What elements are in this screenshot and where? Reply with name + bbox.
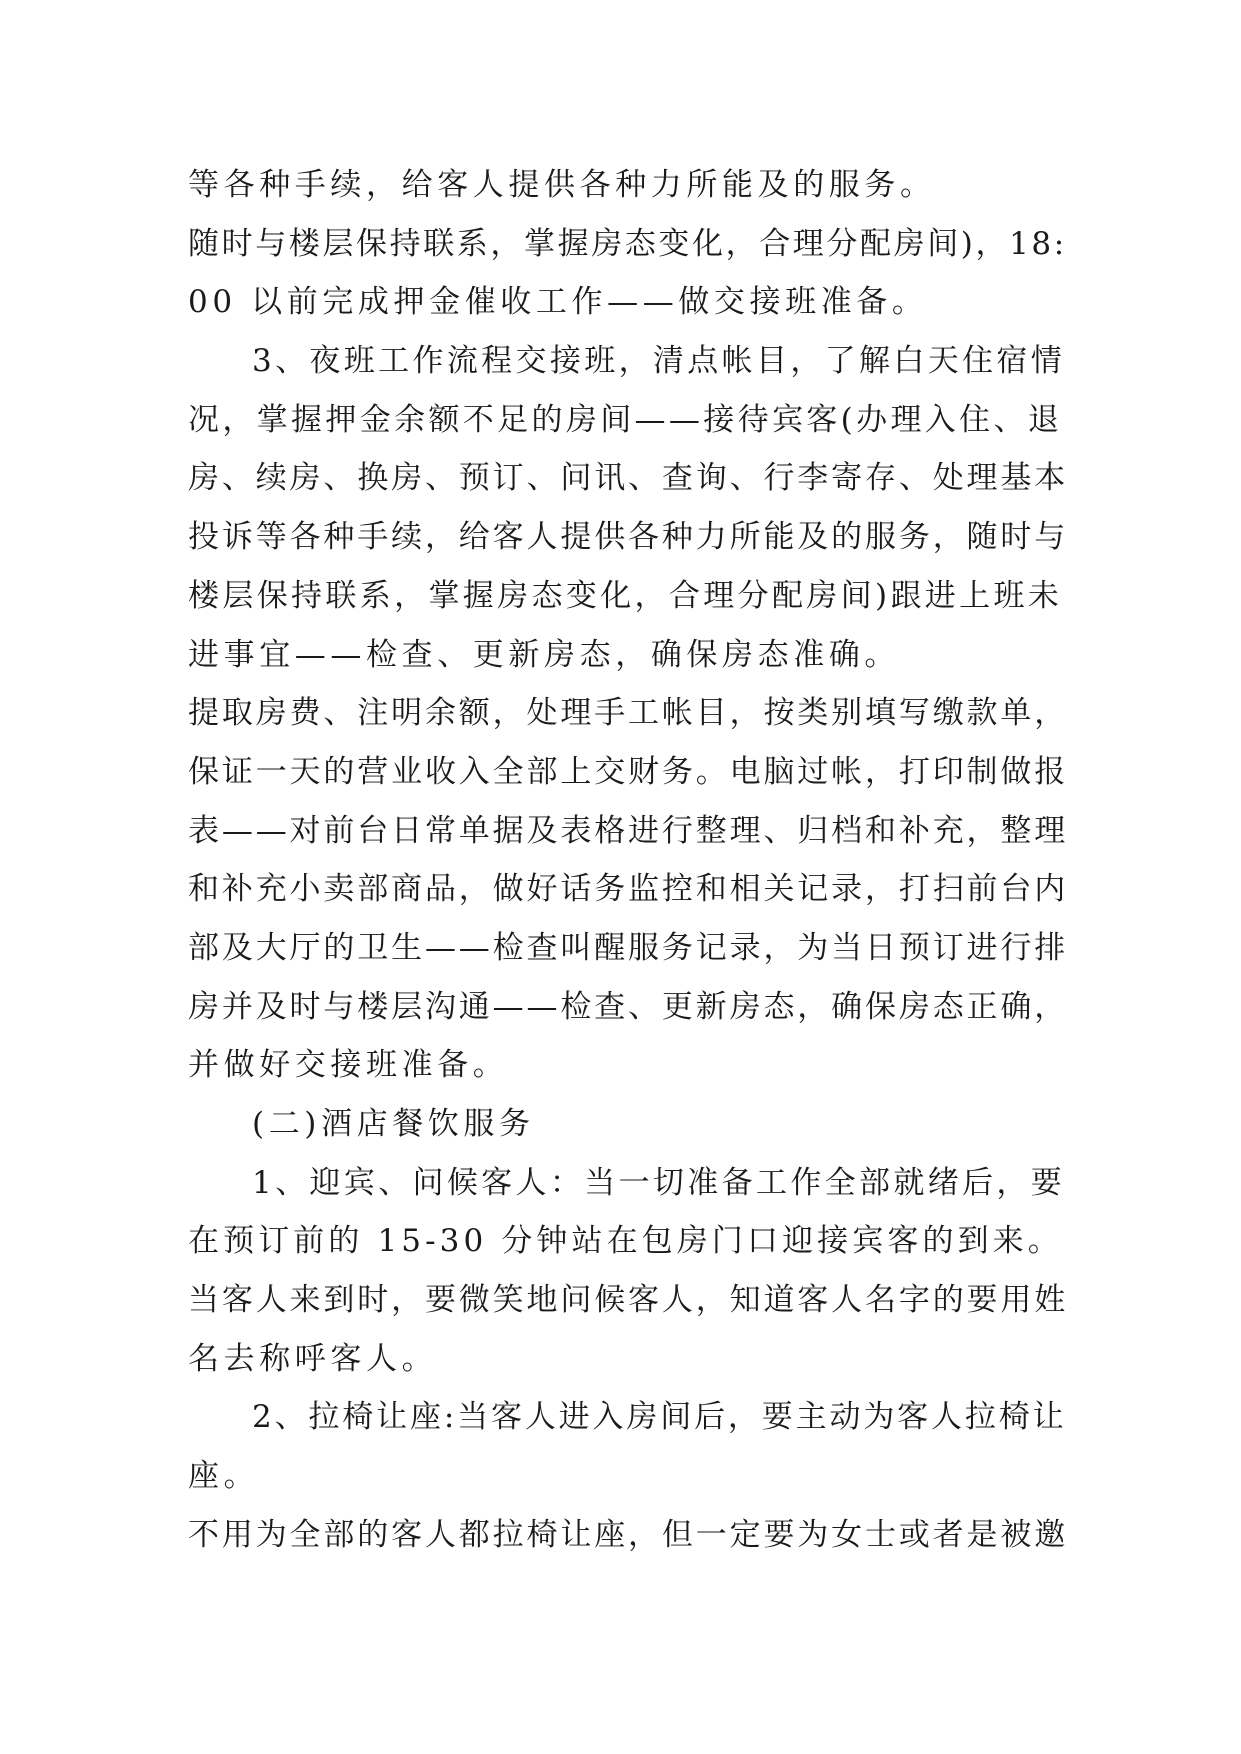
text-line: 2、拉椅让座:当客人进入房间后，要主动为客人拉椅让: [252, 1399, 1067, 1436]
text-line: 在预订前的 15-30 分钟站在包房门口迎接宾客的到来。: [188, 1223, 1063, 1260]
text-line: 况，掌握押金余额不足的房间——接待宾客(办理入住、退: [188, 401, 1063, 438]
text-line: 当客人来到时，要微笑地问候客人，知道客人名字的要用姓: [188, 1282, 1069, 1319]
text-line: 部及大厅的卫生——检查叫醒服务记录，为当日预订进行排: [188, 929, 1069, 966]
text-line: 等各种手续，给客人提供各种力所能及的服务。: [188, 167, 936, 203]
text-line: 房、续房、换房、预订、问讯、查询、行李寄存、处理基本: [188, 460, 1069, 497]
text-line: 随时与楼层保持联系，掌握房态变化，合理分配房间)，18:: [188, 225, 1067, 262]
text-line: 座。: [188, 1458, 260, 1495]
text-line: 表——对前台日常单据及表格进行整理、归档和补充，整理: [188, 812, 1069, 849]
text-line: 3、夜班工作流程交接班，清点帐目，了解白天住宿情: [252, 343, 1066, 380]
text-line: 名去称呼客人。: [188, 1340, 438, 1377]
text-line: 房并及时与楼层沟通——检查、更新房态，确保房态正确，: [188, 988, 1069, 1025]
text-line: 进事宜——检查、更新房态，确保房态准确。: [188, 636, 900, 673]
text-line: 不用为全部的客人都拉椅让座，但一定要为女士或者是被邀: [188, 1516, 1069, 1553]
text-line: 和补充小卖部商品，做好话务监控和相关记录，打扫前台内: [188, 871, 1069, 908]
text-line: 1、迎宾、问候客人：当一切准备工作全部就绪后，要: [252, 1164, 1066, 1201]
text-line: 提取房费、注明余额，处理手工帐目，按类别填写缴款单，: [188, 695, 1069, 732]
body-text: [188, 156, 1068, 1565]
text-line: 保证一天的营业收入全部上交财务。电脑过帐，打印制做报: [188, 753, 1069, 790]
text-line: 00 以前完成押金催收工作——做交接班准备。: [188, 284, 928, 321]
text-line: 并做好交接班准备。: [188, 1047, 509, 1084]
text-line: 投诉等各种手续，给客人提供各种力所能及的服务，随时与: [188, 519, 1069, 556]
text-line: 楼层保持联系，掌握房态变化，合理分配房间)跟进上班未: [188, 577, 1063, 614]
text-line: (二)酒店餐饮服务: [252, 1106, 535, 1142]
